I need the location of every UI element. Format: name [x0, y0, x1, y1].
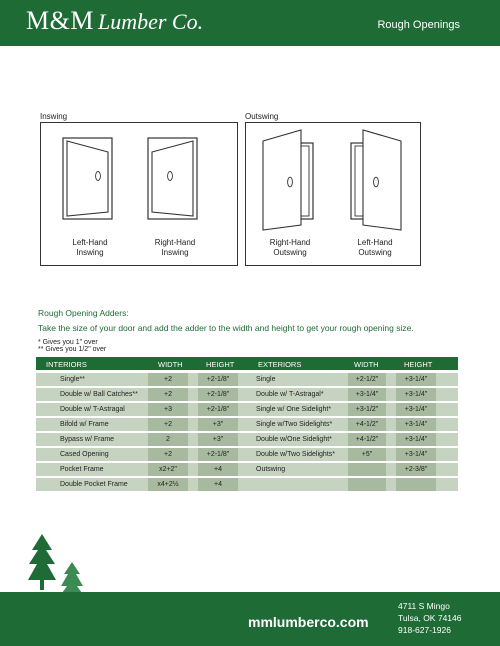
table-row	[36, 433, 458, 446]
interior-height: +3"	[198, 433, 238, 446]
caption-line: Right-Hand	[154, 238, 196, 247]
inswing-right-door-icon	[148, 138, 197, 219]
interior-name: Pocket Frame	[60, 466, 104, 473]
interior-width: +2	[148, 448, 188, 461]
brand-lumber: Lumber Co.	[97, 9, 204, 34]
brand-mm: M&M	[26, 6, 94, 35]
header-height: HEIGHT	[404, 360, 433, 369]
interior-width: 2	[148, 433, 188, 446]
interior-name: Double w/ T-Astragal	[60, 406, 125, 413]
note-one-inch: * Gives you 1" over	[38, 339, 98, 346]
interior-name: Cased Opening	[60, 451, 109, 458]
exterior-width: +2-1/2"	[348, 373, 386, 386]
table-row	[36, 373, 458, 386]
header-width: WIDTH	[158, 360, 183, 369]
header-exteriors: EXTERIORS	[258, 360, 302, 369]
pine-trees-icon	[28, 532, 98, 596]
outswing-left-door-icon	[351, 130, 401, 230]
interior-height: +2-1/8"	[198, 388, 238, 401]
exterior-height: +2-3/8"	[396, 463, 436, 476]
exterior-height: +3-1/4"	[396, 373, 436, 386]
address-line-2: Tulsa, OK 74146	[398, 613, 462, 623]
exterior-width: +3-1/4"	[348, 388, 386, 401]
table-row	[36, 478, 458, 491]
exterior-name: Single	[256, 376, 276, 383]
caption-line: Inswing	[76, 248, 104, 257]
outswing-label: Outswing	[245, 112, 279, 121]
exterior-height: +3-1/4"	[396, 388, 436, 401]
header-width: WIDTH	[354, 360, 379, 369]
interior-height: +4	[198, 478, 238, 491]
exterior-width: +4-1/2"	[348, 418, 386, 431]
table-row	[36, 388, 458, 401]
caption-line: Right-Hand	[269, 238, 311, 247]
exterior-height: +3-1/4"	[396, 403, 436, 416]
table-row	[36, 418, 458, 431]
exterior-name: Single w/Two Sidelights*	[256, 421, 333, 428]
interior-height: +3"	[198, 418, 238, 431]
interior-name: Single**	[60, 376, 85, 383]
note-half-inch: ** Gives you 1/2" over	[38, 346, 107, 353]
exterior-height: +3-1/4"	[396, 448, 436, 461]
exterior-width: +3-1/2"	[348, 403, 386, 416]
exterior-name: Double w/ T-Astragal*	[256, 391, 324, 398]
address-line-1: 4711 S Mingo	[398, 601, 450, 611]
table-row	[36, 463, 458, 476]
phone-number[interactable]: 918-627-1926	[398, 625, 451, 635]
footer-bar	[0, 592, 500, 646]
page-title: Rough Openings	[377, 19, 460, 31]
outswing-left-caption	[250, 238, 330, 258]
caption-line: Outswing	[273, 248, 307, 257]
interior-name: Bypass w/ Frame	[60, 436, 115, 443]
header-interiors: INTERIORS	[46, 360, 87, 369]
exterior-height: +3-1/4"	[396, 433, 436, 446]
inswing-label: Inswing	[40, 112, 68, 121]
interior-height: +2-1/8"	[198, 448, 238, 461]
caption-line: Left-Hand	[72, 238, 108, 247]
exterior-width	[348, 463, 386, 476]
interior-width: x4+2½	[148, 478, 188, 491]
exterior-width: +4-1/2"	[348, 433, 386, 446]
interior-name: Bifold w/ Frame	[60, 421, 109, 428]
caption-line: Left-Hand	[357, 238, 393, 247]
inswing-left-caption	[50, 238, 130, 258]
caption-line: Inswing	[161, 248, 189, 257]
header-height: HEIGHT	[206, 360, 235, 369]
outswing-right-door-icon	[263, 130, 313, 230]
interior-width: +2	[148, 373, 188, 386]
adders-table-header	[36, 357, 458, 370]
contact-info	[398, 600, 461, 636]
exterior-name: Outswing	[256, 466, 286, 473]
interior-height: +2-1/8"	[198, 403, 238, 416]
inswing-right-caption	[135, 238, 215, 258]
interior-height: +2-1/8"	[198, 373, 238, 386]
exterior-height	[396, 478, 436, 491]
adders-description: Take the size of your door and add the adder to the width and height to get your rough opening size.	[38, 323, 414, 333]
inswing-left-door-icon	[63, 138, 112, 219]
interior-width: +3	[148, 403, 188, 416]
website-link[interactable]: mmlumberco.com	[248, 614, 369, 630]
exterior-name: Double w/One Sidelight*	[256, 436, 332, 443]
adders-title: Rough Opening Adders:	[38, 308, 129, 318]
interior-width: x2+2"	[148, 463, 188, 476]
interior-name: Double w/ Ball Catches**	[60, 391, 138, 398]
exterior-name: Double w/Two Sidelights*	[256, 451, 335, 458]
interior-width: +2	[148, 388, 188, 401]
table-row	[36, 403, 458, 416]
outswing-right-caption	[335, 238, 415, 258]
exterior-name: Single w/ One Sidelight*	[256, 406, 332, 413]
exterior-height: +3-1/4"	[396, 418, 436, 431]
caption-line: Outswing	[358, 248, 392, 257]
exterior-width: +5"	[348, 448, 386, 461]
exterior-width	[348, 478, 386, 491]
interior-name: Double Pocket Frame	[60, 481, 128, 488]
interior-width: +2	[148, 418, 188, 431]
interior-height: +4	[198, 463, 238, 476]
table-row	[36, 448, 458, 461]
